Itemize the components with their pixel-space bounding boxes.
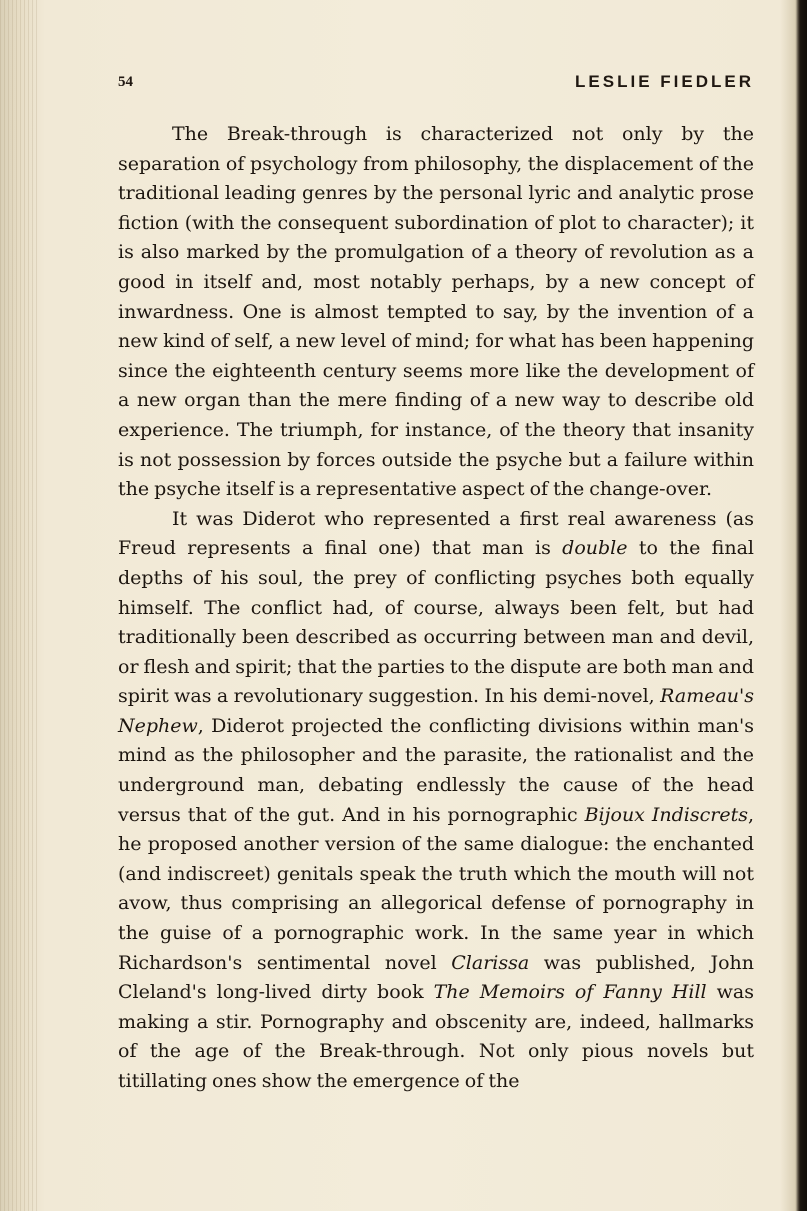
page-number: 54 bbox=[118, 74, 133, 90]
paragraph-2: It was Diderot who represented a first real awareness (as Freud represents a final one) that man is double to the final depths of his soul, the prey of conflicting psyches both equally himself. The conflict had, of course, always been felt, but had traditionally been described as occurring between man and devil, or flesh and spirit; that the parties to the dispute are both man and spirit was a revolutionary suggestion. In his demi-novel, Rameau's Nephew, Diderot projected the conflicting divisions within man's mind as the philosopher and the parasite, the rationalist and the underground man, debating endlessly the cause of the head versus that of the gut. And in his pornographic Bijoux Indiscrets, he proposed another version of the same dialogue: the enchanted (and indiscreet) genitals speak the truth which the mouth will not avow, thus comprising an allegorical defense of pornography in the guise of a pornographic work. In the same year in which Richardson's sentimental novel Clarissa was published, John Cleland's long-lived dirty book The Memoirs of Fanny Hill was making a stir. Pornography and obscenity are, indeed, hallmarks of the age of the Break-through. Not only pious novels but titillating ones show the emergence of the bbox=[118, 507, 755, 1092]
paragraph-1: The Break-through is characterized not only by the separation of psychology from philosophy, the displacement of the traditional leading genres by the personal lyric and analytic prose fiction (with the consequent subordination of plot to character); it is also marked by the promulgation of a theory of revolution as a good in itself and, most notably perhaps, by a new concept of inwardness. One is almost tempted to say, by the invention of a new kind of self, a new level of mind; for what has been happening since the eighteenth century seems more like the development of a new organ than the mere finding of a new way to describe old experience. The triumph, for instance, of the theory that insanity is not possession by forces outside the psyche but a failure within the psyche itself is a representative aspect of the change-over. bbox=[118, 123, 754, 501]
page-header bbox=[118, 70, 754, 100]
italic-term: Rameau's Nephew bbox=[118, 685, 754, 737]
page-binding-shadow bbox=[0, 0, 40, 1211]
page-edge-shadow bbox=[795, 0, 807, 1211]
italic-term: Clarissa bbox=[451, 951, 530, 974]
italic-term: Bijoux Indiscrets bbox=[584, 803, 748, 826]
italic-term: The Memoirs of Fanny Hill bbox=[433, 981, 707, 1004]
italic-term: double bbox=[562, 537, 628, 560]
running-head: LESLIE FIEDLER bbox=[575, 72, 754, 91]
body-text bbox=[118, 120, 754, 1097]
